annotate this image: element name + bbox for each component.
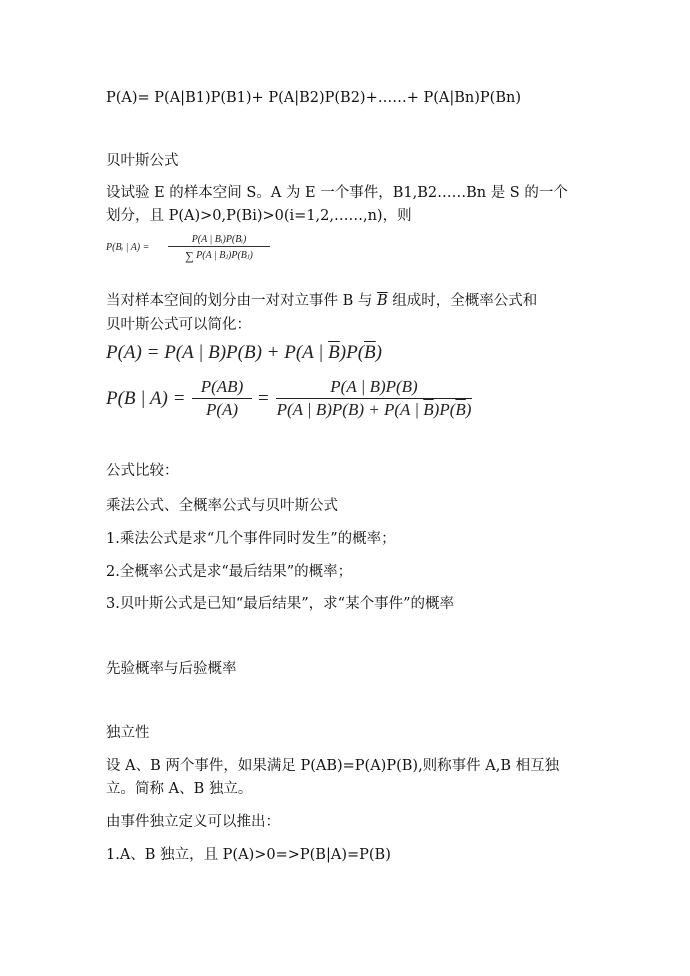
- formula-bayes-lhs: P(B | A) =: [106, 388, 186, 409]
- formula-bayes-eq: =: [258, 388, 269, 409]
- simplify-text-1: [106, 291, 537, 311]
- simplify-text-1c: 组成时，全概率公式和: [392, 293, 538, 309]
- frac2-den-c: )P(: [433, 400, 456, 419]
- frac2-den-d: ): [465, 400, 472, 419]
- bayes-description-1: 设试验 E 的样本空间 S。A 为 E 一个事件，B1,B2……Bn 是 S 的一个: [106, 185, 568, 201]
- bayes-formula-fraction: [168, 234, 270, 264]
- formula-total-a: P(A) = P(A | B)P(B) + P(A |: [106, 342, 329, 363]
- total-probability-line: P(A)= P(A|B1)P(B1)+ P(A|B2)P(B2)+……+ P(A|Bn)P(Bn): [106, 90, 521, 106]
- formula-bayes-frac1-den: P(A): [205, 400, 239, 419]
- formula-total-mid: )P(: [339, 342, 365, 363]
- formula-total-b1: $\overline{B}$: [328, 342, 340, 363]
- formula-total-end: ): [375, 342, 382, 363]
- formula-bayes-frac1: [192, 376, 252, 421]
- independence-definition-1: 设 A、B 两个事件，如果满足 P(AB)=P(A)P(B),则称事件 A,B 相互独: [106, 758, 560, 774]
- heading-bayes: 贝叶斯公式: [106, 153, 179, 169]
- heading-compare: 公式比较：: [106, 463, 179, 479]
- compare-item-2: 2.全概率公式是求“最后结果”的概率；: [106, 564, 353, 580]
- frac2-den-a: P(A | B)P(B) + P(A |: [276, 400, 424, 419]
- bayes-formula-denominator-wrap: [168, 247, 270, 264]
- compare-item-3: 3.贝叶斯公式是已知“最后结果”，求“某个事件”的概率: [106, 596, 454, 612]
- formula-bayes-frac2-den: [276, 399, 472, 421]
- formula-bayes-frac2-num: P(A | B)P(B): [276, 376, 472, 399]
- independence-item-1: 1.A、B 独立，且 P(A)>0=>P(B|A)=P(B): [106, 847, 391, 863]
- bayes-formula-numerator: P(A | Bᵢ)P(Bᵢ): [168, 234, 270, 247]
- compare-title: 乘法公式、全概率公式与贝叶斯公式: [106, 498, 338, 514]
- formula-total-probability-simplified: [106, 342, 382, 364]
- bayes-formula-lhs: P(Bᵢ | A) =: [106, 242, 150, 253]
- formula-bayes-frac2: [276, 376, 472, 421]
- b-complement: $\overline{B}$: [376, 293, 388, 309]
- compare-item-1: 1.乘法公式是求“几个事件同时发生”的概率；: [106, 531, 396, 547]
- frac2-den-b1: $\overline{B}$: [423, 400, 434, 419]
- sum-sign: ∑: [185, 249, 194, 263]
- independence-derive: 由事件独立定义可以推出：: [106, 814, 280, 830]
- simplify-text-2: 贝叶斯公式可以简化：: [106, 317, 251, 333]
- heading-independence: 独立性: [106, 725, 150, 741]
- frac2-den-b2: $\overline{B}$: [455, 400, 466, 419]
- formula-bayes-simplified: [106, 376, 506, 424]
- bayes-formula-denominator: P(A | Bⱼ)P(Bⱼ): [196, 250, 253, 261]
- formula-total-b2: $\overline{B}$: [364, 342, 376, 363]
- independence-definition-2: 立。简称 A、B 独立。: [106, 781, 253, 797]
- bayes-description-2: 划分，且 P(A)>0,P(Bi)>0(i=1,2,……,n)，则: [106, 208, 412, 224]
- formula-bayes-frac1-num: P(AB): [192, 376, 252, 399]
- simplify-text-1a: 当对样本空间的划分由一对对立事件 B 与: [106, 293, 373, 309]
- heading-prior-posterior: 先验概率与后验概率: [106, 661, 237, 677]
